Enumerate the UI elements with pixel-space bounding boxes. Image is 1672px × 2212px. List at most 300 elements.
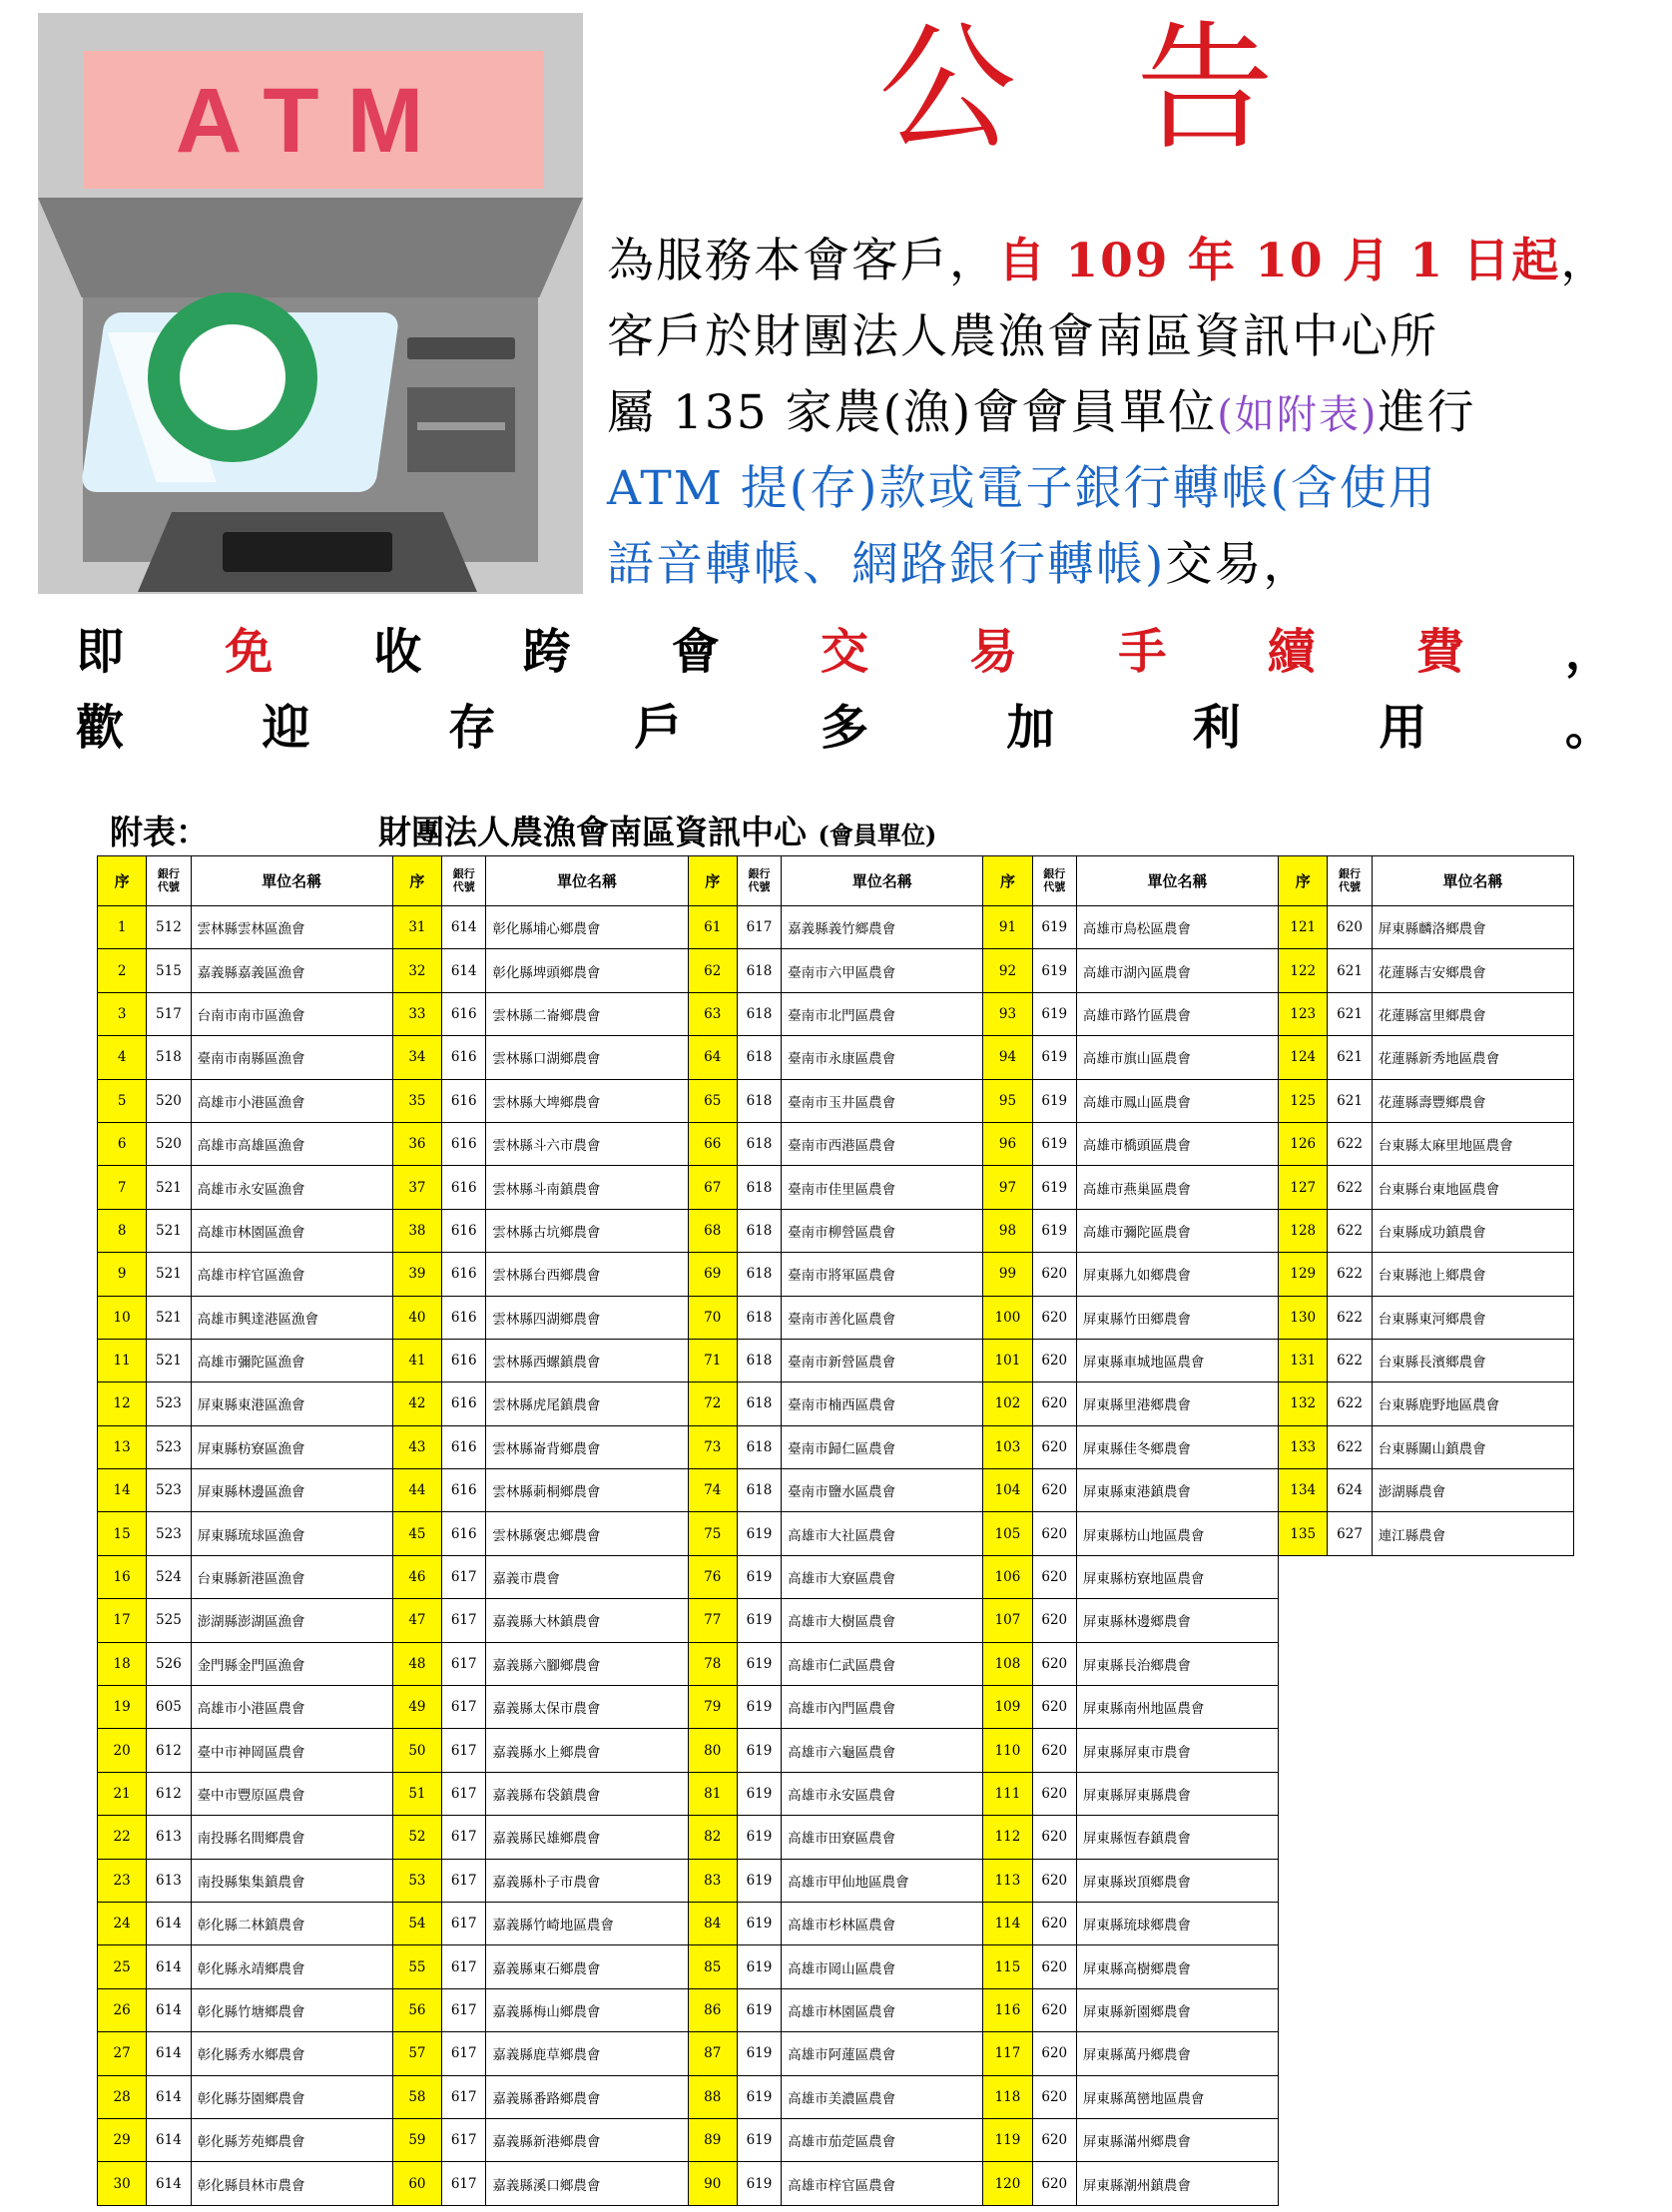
notice-char: 手 — [1118, 624, 1167, 680]
cell-code: 619 — [1032, 906, 1076, 949]
cell-name: 高雄市六龜區農會 — [782, 1729, 983, 1772]
cell-code: 619 — [737, 1859, 781, 1902]
cell-seq: 22 — [98, 1816, 147, 1859]
cell-code: 622 — [1328, 1209, 1372, 1252]
cell-code: 520 — [147, 1079, 191, 1122]
cell-empty — [1279, 2032, 1328, 2075]
cell-code: 616 — [442, 1339, 486, 1382]
notice-text: 語音轉帳、網路銀行轉帳) — [607, 537, 1166, 592]
cell-empty — [1328, 2118, 1372, 2161]
cell-name: 屏東縣琉球鄉農會 — [1076, 1902, 1278, 1944]
cell-name: 台東縣鹿野地區農會 — [1372, 1382, 1573, 1425]
cell-name: 屏東縣萬巒地區農會 — [1076, 2075, 1278, 2118]
cell-empty — [1372, 1988, 1573, 2031]
cell-code: 617 — [442, 1945, 486, 1988]
cell-code: 618 — [737, 1079, 781, 1122]
cell-name: 台東縣成功鎮農會 — [1372, 1209, 1573, 1252]
cell-code: 521 — [147, 1296, 191, 1339]
cell-seq: 119 — [983, 2118, 1032, 2161]
cell-seq: 5 — [98, 1079, 147, 1122]
cell-name: 花蓮縣新秀地區農會 — [1372, 1036, 1573, 1079]
cell-seq: 12 — [98, 1382, 147, 1425]
cell-seq: 28 — [98, 2075, 147, 2118]
cell-seq: 134 — [1279, 1469, 1328, 1512]
cell-name: 雲林縣崙背鄉農會 — [486, 1425, 688, 1468]
cell-seq: 128 — [1279, 1209, 1328, 1252]
cell-code: 515 — [147, 949, 191, 992]
header-bank-code — [147, 856, 191, 906]
cell-seq: 89 — [688, 2118, 737, 2161]
cell-name: 嘉義縣嘉義區漁會 — [191, 949, 392, 992]
cell-code: 620 — [1032, 2032, 1076, 2075]
table-row — [98, 2162, 1574, 2205]
cell-name: 高雄市仁武區農會 — [782, 1642, 983, 1685]
cell-code: 617 — [442, 1599, 486, 1642]
cell-seq: 67 — [688, 1166, 737, 1209]
cell-seq: 27 — [98, 2032, 147, 2075]
cell-name: 屏東縣東港鎮農會 — [1076, 1469, 1278, 1512]
notice-char: 會 — [671, 624, 720, 680]
cell-code: 526 — [147, 1642, 191, 1685]
table-row — [98, 1166, 1574, 1209]
table-row — [98, 1122, 1574, 1165]
cell-seq: 20 — [98, 1729, 147, 1772]
cell-name: 屏東縣林邊區漁會 — [191, 1469, 392, 1512]
cell-code: 512 — [147, 906, 191, 949]
cell-code: 616 — [442, 992, 486, 1035]
cell-name: 高雄市小港區漁會 — [191, 1079, 392, 1122]
cell-code: 619 — [737, 2032, 781, 2075]
annex-label: 附表： — [110, 813, 209, 851]
cell-empty — [1279, 1859, 1328, 1902]
cell-seq: 104 — [983, 1469, 1032, 1512]
cell-name: 彰化縣芬園鄉農會 — [191, 2075, 392, 2118]
table-caption — [110, 807, 1358, 853]
cell-code: 620 — [1032, 1902, 1076, 1944]
cell-seq: 115 — [983, 1945, 1032, 1988]
cell-name: 臺南市西港區農會 — [782, 1122, 983, 1165]
cell-name: 花蓮縣壽豐鄉農會 — [1372, 1079, 1573, 1122]
cell-code: 619 — [1032, 1079, 1076, 1122]
cell-seq: 33 — [392, 992, 441, 1035]
cell-code: 616 — [442, 1469, 486, 1512]
cell-code: 622 — [1328, 1296, 1372, 1339]
cell-seq: 71 — [688, 1339, 737, 1382]
cell-name: 屏東縣屏東市農會 — [1076, 1729, 1278, 1772]
cell-code: 619 — [737, 1642, 781, 1685]
cell-seq: 29 — [98, 2118, 147, 2161]
header-seq: 序 — [392, 856, 441, 906]
cell-name: 台南市南市區漁會 — [191, 992, 392, 1035]
cell-name: 雲林縣雲林區漁會 — [191, 906, 392, 949]
cell-name: 南投縣集集鎮農會 — [191, 1859, 392, 1902]
cell-code: 620 — [1032, 2162, 1076, 2205]
cell-seq: 90 — [688, 2162, 737, 2205]
cell-name: 臺南市佳里區農會 — [782, 1166, 983, 1209]
cell-code: 521 — [147, 1166, 191, 1209]
cell-seq: 61 — [688, 906, 737, 949]
cell-empty — [1328, 1816, 1372, 1859]
cell-code: 619 — [737, 1988, 781, 2031]
cell-code: 619 — [737, 2075, 781, 2118]
cell-code: 616 — [442, 1122, 486, 1165]
cell-code: 619 — [1032, 1166, 1076, 1209]
cell-name: 高雄市彌陀區農會 — [1076, 1209, 1278, 1252]
cell-seq: 72 — [688, 1382, 737, 1425]
cell-code: 619 — [737, 1686, 781, 1729]
cell-name: 嘉義縣鹿草鄉農會 — [486, 2032, 688, 2075]
cell-code: 621 — [1328, 949, 1372, 992]
cell-seq: 51 — [392, 1772, 441, 1815]
cell-name: 高雄市彌陀區漁會 — [191, 1339, 392, 1382]
cell-name: 高雄市內門區農會 — [782, 1686, 983, 1729]
cell-name: 高雄市阿蓮區農會 — [782, 2032, 983, 2075]
cell-empty — [1279, 1988, 1328, 2031]
cell-seq: 40 — [392, 1296, 441, 1339]
notice-title: 公告 — [878, 8, 1393, 169]
cell-code: 622 — [1328, 1382, 1372, 1425]
header-unit-name: 單位名稱 — [782, 856, 983, 906]
cell-name: 彰化縣芳苑鄉農會 — [191, 2118, 392, 2161]
cell-name: 高雄市大寮區農會 — [782, 1555, 983, 1598]
cell-name: 高雄市岡山區農會 — [782, 1945, 983, 1988]
cell-seq: 124 — [1279, 1036, 1328, 1079]
cell-seq: 13 — [98, 1425, 147, 1468]
cell-empty — [1328, 1772, 1372, 1815]
cell-seq: 64 — [688, 1036, 737, 1079]
cell-code: 620 — [1032, 1945, 1076, 1988]
cell-code: 619 — [737, 1599, 781, 1642]
cell-seq: 38 — [392, 1209, 441, 1252]
notice-char: 加 — [1006, 700, 1055, 756]
notice-char: 用 — [1379, 700, 1427, 756]
notice-char: 交 — [820, 624, 868, 680]
cell-name: 高雄市永安區漁會 — [191, 1166, 392, 1209]
cell-code: 521 — [147, 1209, 191, 1252]
cell-code: 614 — [147, 1945, 191, 1988]
cell-name: 雲林縣台西鄉農會 — [486, 1253, 688, 1296]
cell-code: 619 — [737, 1902, 781, 1944]
cell-empty — [1279, 2118, 1328, 2161]
table-row — [98, 992, 1574, 1035]
cell-seq: 125 — [1279, 1079, 1328, 1122]
cell-seq: 101 — [983, 1339, 1032, 1382]
cell-seq: 19 — [98, 1686, 147, 1729]
cell-name: 臺南市鹽水區農會 — [782, 1469, 983, 1512]
cell-empty — [1372, 1729, 1573, 1772]
cell-name: 雲林縣斗六市農會 — [486, 1122, 688, 1165]
cell-empty — [1372, 2118, 1573, 2161]
cell-name: 屏東縣恆春鎮農會 — [1076, 1816, 1278, 1859]
cell-seq: 121 — [1279, 906, 1328, 949]
table-title: 財團法人農漁會南區資訊中心 — [378, 813, 807, 851]
cell-empty — [1372, 1599, 1573, 1642]
cell-empty — [1372, 1772, 1573, 1815]
cell-name: 嘉義縣太保市農會 — [486, 1686, 688, 1729]
cell-code: 619 — [737, 1772, 781, 1815]
cell-name: 屏東縣車城地區農會 — [1076, 1339, 1278, 1382]
cell-name: 臺南市南縣區漁會 — [191, 1036, 392, 1079]
cell-code: 621 — [1328, 992, 1372, 1035]
cell-empty — [1372, 1555, 1573, 1598]
cell-empty — [1328, 1945, 1372, 1988]
notice-char: 續 — [1267, 624, 1316, 680]
cell-code: 613 — [147, 1816, 191, 1859]
cell-code: 605 — [147, 1686, 191, 1729]
cell-code: 614 — [442, 906, 486, 949]
cell-name: 台東縣池上鄉農會 — [1372, 1253, 1573, 1296]
cell-seq: 107 — [983, 1599, 1032, 1642]
cell-code: 523 — [147, 1469, 191, 1512]
table-row — [98, 949, 1574, 992]
cell-seq: 35 — [392, 1079, 441, 1122]
cell-seq: 18 — [98, 1642, 147, 1685]
header-bank-code-line: 銀行 — [748, 866, 771, 880]
cell-empty — [1328, 2162, 1372, 2205]
cell-seq: 105 — [983, 1512, 1032, 1555]
cell-seq: 122 — [1279, 949, 1328, 992]
cell-name: 高雄市興達港區漁會 — [191, 1296, 392, 1339]
cell-name: 高雄市旗山區農會 — [1076, 1036, 1278, 1079]
table-row — [98, 906, 1574, 949]
cell-name: 台東縣太麻里地區農會 — [1372, 1122, 1573, 1165]
cell-name: 屏東縣長治鄉農會 — [1076, 1642, 1278, 1685]
table-row — [98, 1599, 1574, 1642]
cell-code: 617 — [442, 1988, 486, 2031]
cell-name: 臺南市將軍區農會 — [782, 1253, 983, 1296]
cell-empty — [1279, 1816, 1328, 1859]
table-row — [98, 1296, 1574, 1339]
cell-name: 嘉義縣東石鄉農會 — [486, 1945, 688, 1988]
cell-code: 620 — [1032, 1382, 1076, 1425]
cell-name: 台東縣新港區漁會 — [191, 1555, 392, 1598]
cell-empty — [1279, 1642, 1328, 1685]
notice-line-3 — [607, 385, 1476, 440]
cell-name: 高雄市田寮區農會 — [782, 1816, 983, 1859]
cell-seq: 78 — [688, 1642, 737, 1685]
cell-name: 屏東縣九如鄉農會 — [1076, 1253, 1278, 1296]
cell-seq: 117 — [983, 2032, 1032, 2075]
cell-code: 521 — [147, 1253, 191, 1296]
cell-name: 雲林縣大埤鄉農會 — [486, 1079, 688, 1122]
notice-char: 。 — [1564, 700, 1613, 756]
cell-seq: 11 — [98, 1339, 147, 1382]
cell-seq: 127 — [1279, 1166, 1328, 1209]
cell-code: 621 — [1328, 1036, 1372, 1079]
cell-seq: 62 — [688, 949, 737, 992]
cell-name: 高雄市高雄區漁會 — [191, 1122, 392, 1165]
cell-seq: 95 — [983, 1079, 1032, 1122]
cell-name: 高雄市梓官區漁會 — [191, 1253, 392, 1296]
notice-text: ， — [1560, 234, 1610, 288]
cell-code: 627 — [1328, 1512, 1372, 1555]
cell-seq: 116 — [983, 1988, 1032, 2031]
cell-code: 517 — [147, 992, 191, 1035]
cell-seq: 102 — [983, 1382, 1032, 1425]
header-unit-name: 單位名稱 — [1372, 856, 1573, 906]
notice-char: 歡 — [76, 700, 125, 756]
cell-code: 620 — [1032, 1859, 1076, 1902]
header-bank-code-line: 代號 — [748, 879, 771, 893]
cell-seq: 88 — [688, 2075, 737, 2118]
cell-code: 618 — [737, 1469, 781, 1512]
cell-name: 高雄市美濃區農會 — [782, 2075, 983, 2118]
cell-name: 台東縣東河鄉農會 — [1372, 1296, 1573, 1339]
cell-code: 617 — [737, 906, 781, 949]
cell-code: 612 — [147, 1729, 191, 1772]
cell-seq: 8 — [98, 1209, 147, 1252]
notice-line-1 — [607, 234, 1610, 288]
cell-seq: 96 — [983, 1122, 1032, 1165]
cell-name: 彰化縣竹塘鄉農會 — [191, 1988, 392, 2031]
cell-name: 屏東縣南州地區農會 — [1076, 1686, 1278, 1729]
cell-seq: 66 — [688, 1122, 737, 1165]
cell-code: 619 — [1032, 1122, 1076, 1165]
cell-code: 619 — [737, 1816, 781, 1859]
notice-char: ， — [1564, 624, 1613, 680]
notice-char: 多 — [820, 700, 868, 756]
cell-code: 618 — [737, 1253, 781, 1296]
cell-code: 614 — [147, 2118, 191, 2161]
table-row — [98, 1816, 1574, 1859]
cell-seq: 34 — [392, 1036, 441, 1079]
cell-seq: 120 — [983, 2162, 1032, 2205]
notice-char: 易 — [969, 624, 1018, 680]
atm-cash-tray — [223, 532, 392, 572]
cell-name: 雲林縣褒忠鄉農會 — [486, 1512, 688, 1555]
cell-code: 620 — [1032, 1555, 1076, 1598]
cell-seq: 57 — [392, 2032, 441, 2075]
cell-seq: 42 — [392, 1382, 441, 1425]
cell-seq: 2 — [98, 949, 147, 992]
cell-name: 臺南市六甲區農會 — [782, 949, 983, 992]
table-subtitle: (會員單位) — [818, 821, 937, 849]
cell-code: 622 — [1328, 1166, 1372, 1209]
notice-char: 即 — [76, 624, 125, 680]
cell-seq: 86 — [688, 1988, 737, 2031]
cell-seq: 85 — [688, 1945, 737, 1988]
cell-code: 618 — [737, 1122, 781, 1165]
cell-name: 台東縣台東地區農會 — [1372, 1166, 1573, 1209]
cell-code: 523 — [147, 1382, 191, 1425]
cell-code: 616 — [442, 1296, 486, 1339]
cell-seq: 26 — [98, 1988, 147, 2031]
cell-code: 616 — [442, 1253, 486, 1296]
cell-name: 花蓮縣吉安鄉農會 — [1372, 949, 1573, 992]
cell-name: 雲林縣斗南鎮農會 — [486, 1166, 688, 1209]
cell-name: 屏東縣崁頂鄉農會 — [1076, 1859, 1278, 1902]
cell-name: 澎湖縣農會 — [1372, 1469, 1573, 1512]
cell-seq: 84 — [688, 1902, 737, 1944]
cell-code: 618 — [737, 992, 781, 1035]
header-bank-code-line: 銀行 — [157, 866, 180, 880]
cell-seq: 36 — [392, 1122, 441, 1165]
cell-empty — [1279, 1729, 1328, 1772]
cell-empty — [1372, 1902, 1573, 1944]
member-units-table — [97, 855, 1574, 2206]
notice-text: 屬 135 家農(漁)會會員單位 — [607, 385, 1218, 440]
cell-name: 高雄市茄萣區農會 — [782, 2118, 983, 2161]
cell-name: 彰化縣員林市農會 — [191, 2162, 392, 2205]
cell-code: 617 — [442, 1642, 486, 1685]
cell-name: 嘉義縣竹崎地區農會 — [486, 1902, 688, 1944]
cell-name: 臺南市楠西區農會 — [782, 1382, 983, 1425]
cell-seq: 16 — [98, 1555, 147, 1598]
cell-seq: 53 — [392, 1859, 441, 1902]
table-row — [98, 1945, 1574, 1988]
cell-code: 523 — [147, 1425, 191, 1468]
notice-char: 迎 — [262, 700, 310, 756]
cell-code: 622 — [1328, 1339, 1372, 1382]
table-row — [98, 2118, 1574, 2161]
cell-name: 臺南市歸仁區農會 — [782, 1425, 983, 1468]
cell-code: 622 — [1328, 1253, 1372, 1296]
cell-code: 620 — [1032, 1772, 1076, 1815]
table-row — [98, 1036, 1574, 1079]
cell-name: 高雄市鳳山區農會 — [1076, 1079, 1278, 1122]
cell-seq: 50 — [392, 1729, 441, 1772]
cell-seq: 135 — [1279, 1512, 1328, 1555]
cell-seq: 23 — [98, 1859, 147, 1902]
header-seq: 序 — [688, 856, 737, 906]
cell-name: 南投縣名間鄉農會 — [191, 1816, 392, 1859]
cell-code: 617 — [442, 1555, 486, 1598]
cell-code: 624 — [1328, 1469, 1372, 1512]
cell-seq: 17 — [98, 1599, 147, 1642]
header-bank-code-line: 代號 — [452, 879, 475, 893]
cell-code: 619 — [737, 2118, 781, 2161]
notice-char: 跨 — [522, 624, 571, 680]
cell-code: 616 — [442, 1036, 486, 1079]
notice-line-5 — [607, 537, 1313, 592]
cell-name: 屏東縣屏東縣農會 — [1076, 1772, 1278, 1815]
cell-name: 彰化縣二林鎮農會 — [191, 1902, 392, 1944]
cell-seq: 82 — [688, 1816, 737, 1859]
cell-code: 617 — [442, 2075, 486, 2118]
cell-name: 花蓮縣富里鄉農會 — [1372, 992, 1573, 1035]
cell-code: 616 — [442, 1512, 486, 1555]
cell-empty — [1279, 1686, 1328, 1729]
table-row — [98, 1425, 1574, 1468]
table-row — [98, 2075, 1574, 2118]
cell-name: 屏東縣琉球區漁會 — [191, 1512, 392, 1555]
cell-code: 618 — [737, 949, 781, 992]
cell-empty — [1328, 1859, 1372, 1902]
table-row — [98, 1512, 1574, 1555]
atm-hood — [38, 198, 583, 297]
cell-seq: 108 — [983, 1642, 1032, 1685]
cell-code: 618 — [737, 1296, 781, 1339]
header-seq: 序 — [983, 856, 1032, 906]
cell-name: 嘉義縣布袋鎮農會 — [486, 1772, 688, 1815]
cell-name: 屏東縣枋寮區漁會 — [191, 1425, 392, 1468]
header-bank-code-line: 代號 — [1043, 879, 1066, 893]
cell-seq: 32 — [392, 949, 441, 992]
cell-code: 619 — [1032, 1209, 1076, 1252]
cell-code: 620 — [1032, 1686, 1076, 1729]
table-row — [98, 2032, 1574, 2075]
table-row — [98, 1339, 1574, 1382]
cell-code: 617 — [442, 2032, 486, 2075]
cell-seq: 133 — [1279, 1425, 1328, 1468]
cell-name: 嘉義市農會 — [486, 1555, 688, 1598]
cell-name: 嘉義縣民雄鄉農會 — [486, 1816, 688, 1859]
cell-code: 620 — [1032, 1425, 1076, 1468]
cell-code: 620 — [1032, 1512, 1076, 1555]
cell-code: 619 — [737, 1945, 781, 1988]
cell-name: 嘉義縣番路鄉農會 — [486, 2075, 688, 2118]
cell-seq: 15 — [98, 1512, 147, 1555]
